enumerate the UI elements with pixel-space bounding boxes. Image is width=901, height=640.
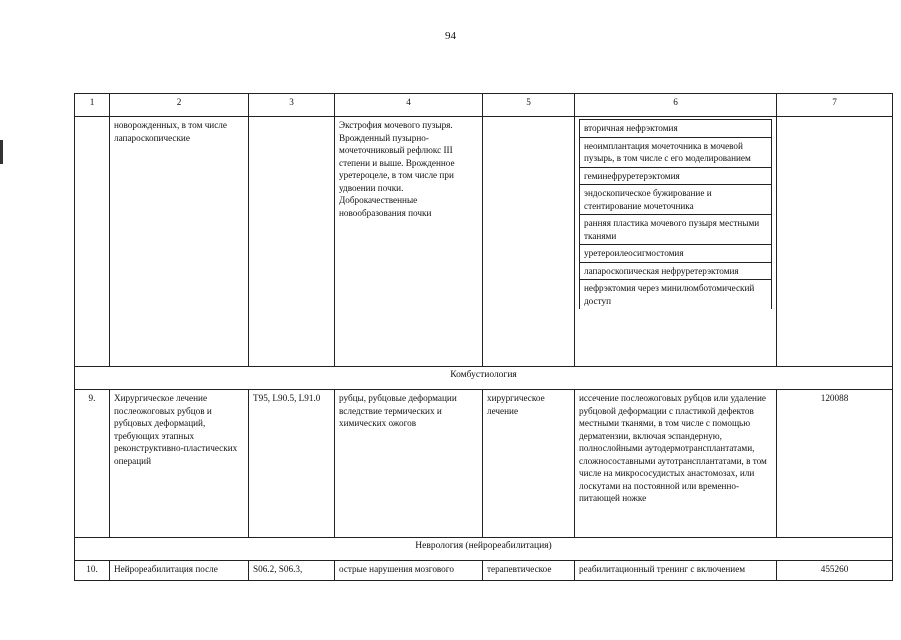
table-row [75, 390, 893, 538]
scan-artifact [0, 140, 3, 164]
diagnosis-cell: Экстрофия мочевого пузыря. Врожденный пузырно-мочеточниковый рефлюкс III степени и выше. Врожденное уретероцеле, в том числе при удвоении почки. Доброкачественные новообразования почки [335, 117, 483, 367]
icd-code-cell [249, 117, 335, 367]
section-row [75, 538, 893, 561]
method-cell [575, 117, 777, 367]
method-item: нефрэктомия через минилюмботомический доступ [580, 280, 772, 310]
method-item: ранняя пластика мочевого пузыря местными тканями [580, 215, 772, 245]
method-cell: иссечение послеожоговых рубцов или удаление рубцовой деформации с пластикой дефектов местными тканями, в том числе с помощью дерматензии, включая эспандерную, полнослойными аутодермотрансплантатами, сложносоставными аутотрансплантатами, в том числе на микрососудистых анастомозах, или лоскутами на постоянной или временно-питающей ножке [575, 390, 777, 538]
icd-code-cell: T95, L90.5, L91.0 [249, 390, 335, 538]
row-number-cell: 10. [75, 561, 110, 581]
header-cell: 3 [249, 94, 335, 117]
method-item: лапароскопическая нефруретерэктомия [580, 262, 772, 280]
method-item: эндоскопическое бужирование и стентирование мочеточника [580, 185, 772, 215]
header-cell: 1 [75, 94, 110, 117]
row-number-cell [75, 117, 110, 367]
method-item: неоимплантация мочеточника в мочевой пузырь, в том числе с его моделированием [580, 137, 772, 167]
treatment-type-cell: хирургическое лечение [483, 390, 575, 538]
method-item: вторичная нефрэктомия [580, 120, 772, 138]
header-cell: 7 [777, 94, 893, 117]
cost-cell [777, 117, 893, 367]
row-number-cell: 9. [75, 390, 110, 538]
section-row [75, 367, 893, 390]
header-cell: 4 [335, 94, 483, 117]
cost-cell: 120088 [777, 390, 893, 538]
table-row [75, 561, 893, 581]
header-cell: 2 [110, 94, 249, 117]
method-group-cell: новорожденных, в том числе лапароскопические [110, 117, 249, 367]
page-number: 94 [445, 30, 456, 42]
cost-cell: 455260 [777, 561, 893, 581]
treatment-type-cell [483, 117, 575, 367]
section-title: Неврология (нейрореабилитация) [75, 538, 893, 561]
diagnosis-cell: рубцы, рубцовые деформации вследствие термических и химических ожогов [335, 390, 483, 538]
header-cell: 6 [575, 94, 777, 117]
diagnosis-cell: острые нарушения мозгового [335, 561, 483, 581]
treatment-type-cell: терапевтическое [483, 561, 575, 581]
section-title: Комбустиология [75, 367, 893, 390]
method-item: уретероилеосигмостомия [580, 245, 772, 263]
method-list [579, 119, 772, 309]
method-group-cell: Хирургическое лечение послеожоговых рубцов и рубцовых деформаций, требующих этапных реконструктивно-пластических операций [110, 390, 249, 538]
icd-code-cell: S06.2, S06.3, [249, 561, 335, 581]
method-group-cell: Нейрореабилитация после [110, 561, 249, 581]
header-cell: 5 [483, 94, 575, 117]
procedures-table [74, 93, 893, 581]
header-row [75, 94, 893, 117]
method-cell: реабилитационный тренинг с включением [575, 561, 777, 581]
table-row [75, 117, 893, 367]
method-item: геминефруретерэктомия [580, 167, 772, 185]
